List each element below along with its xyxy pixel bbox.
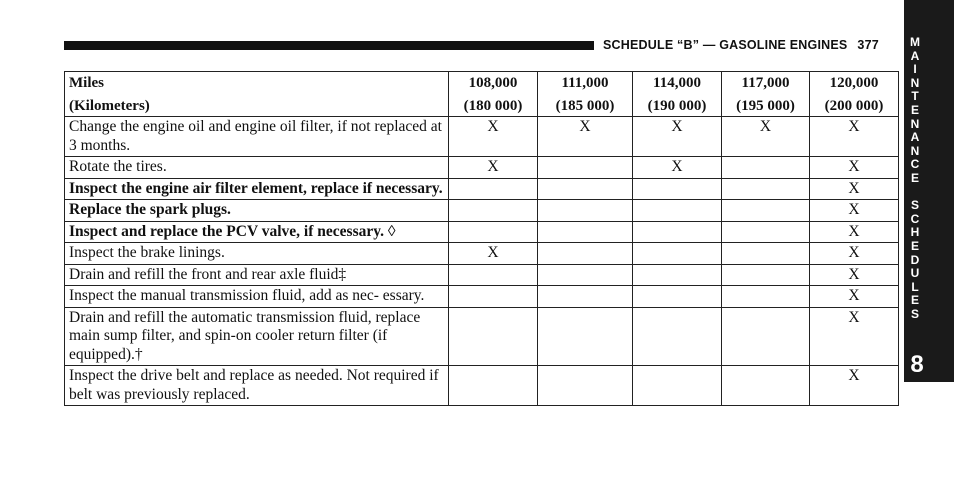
service-mark <box>722 366 810 406</box>
table-row <box>65 200 899 222</box>
table-row <box>65 366 899 406</box>
interval-km: (190 000) <box>647 97 707 114</box>
side-tab-letter: E <box>910 170 919 185</box>
running-header <box>603 38 879 52</box>
service-mark <box>449 221 538 243</box>
interval-miles: 117,000 <box>741 75 790 91</box>
table-row <box>65 221 899 243</box>
service-mark <box>722 307 810 366</box>
service-mark <box>538 178 633 200</box>
interval-miles: 108,000 <box>468 75 518 91</box>
table-row <box>65 243 899 265</box>
interval-header <box>538 72 633 117</box>
interval-header <box>449 72 538 117</box>
service-mark: X <box>449 157 538 179</box>
task-description: Inspect the drive belt and replace as needed. Not required if belt was previously replaced. <box>65 366 449 406</box>
task-description: Drain and refill the automatic transmission fluid, replace main sump filter, and spin-on cooler return filter (if equipped).† <box>65 307 449 366</box>
interval-header <box>722 72 810 117</box>
interval-miles: 114,000 <box>653 75 701 91</box>
interval-km: (195 000) <box>736 97 795 114</box>
side-tab-letter: A <box>910 130 920 145</box>
service-mark: X <box>449 243 538 265</box>
service-mark <box>633 366 722 406</box>
service-mark <box>449 200 538 222</box>
service-mark <box>633 243 722 265</box>
service-mark: X <box>633 117 722 157</box>
service-mark <box>722 286 810 308</box>
table-row <box>65 286 899 308</box>
service-mark <box>538 200 633 222</box>
service-mark <box>722 243 810 265</box>
service-mark: X <box>633 157 722 179</box>
interval-km: (180 000) <box>463 97 523 114</box>
side-tab-letter: U <box>910 266 920 281</box>
service-mark <box>633 178 722 200</box>
service-mark <box>449 178 538 200</box>
interval-km: (200 000) <box>824 97 884 114</box>
table-row <box>65 117 899 157</box>
interval-miles: 120,000 <box>829 75 879 91</box>
maintenance-schedule-table <box>64 71 899 406</box>
section-title: SCHEDULE “B” — GASOLINE ENGINES <box>603 38 848 52</box>
service-mark <box>722 157 810 179</box>
side-tab-letter: N <box>910 75 920 90</box>
service-mark <box>538 157 633 179</box>
service-mark: X <box>810 366 899 406</box>
side-tab-letter: A <box>910 48 920 63</box>
service-mark: X <box>810 221 899 243</box>
task-description: Inspect the engine air filter element, replace if necessary. <box>65 178 449 200</box>
service-mark <box>722 264 810 286</box>
service-mark <box>449 307 538 366</box>
task-description: Drain and refill the front and rear axle fluid‡ <box>65 264 449 286</box>
miles-kilometers-header <box>65 72 449 117</box>
side-tab-letter: L <box>911 279 919 294</box>
side-tab-letter: N <box>910 143 920 158</box>
service-mark: X <box>538 117 633 157</box>
service-mark: X <box>810 117 899 157</box>
chapter-number: 8 <box>910 351 924 378</box>
side-tab-letter: E <box>910 293 919 308</box>
interval-miles: 111,000 <box>561 75 609 91</box>
service-mark: X <box>449 117 538 157</box>
chapter-side-tab <box>904 0 954 382</box>
side-tab-letter: T <box>911 89 919 104</box>
service-mark <box>633 264 722 286</box>
service-mark: X <box>810 157 899 179</box>
service-mark <box>538 286 633 308</box>
service-mark <box>722 178 810 200</box>
side-tab-letter: C <box>910 157 920 172</box>
service-mark <box>538 221 633 243</box>
service-mark <box>449 264 538 286</box>
service-mark <box>722 221 810 243</box>
side-tab-letter: H <box>910 225 920 240</box>
table-row <box>65 264 899 286</box>
service-mark <box>633 200 722 222</box>
service-mark <box>633 286 722 308</box>
service-mark: X <box>810 200 899 222</box>
service-mark <box>633 221 722 243</box>
interval-header <box>810 72 899 117</box>
side-tab-letter: S <box>910 198 919 213</box>
table-header-row <box>65 72 899 117</box>
kilometers-label: (Kilometers) <box>69 97 150 114</box>
task-description: Replace the spark plugs. <box>65 200 449 222</box>
task-description: Inspect and replace the PCV valve, if necessary. ◊ <box>65 221 449 243</box>
side-tab-letter: M <box>910 35 920 49</box>
service-mark: X <box>810 286 899 308</box>
task-description: Inspect the brake linings. <box>65 243 449 265</box>
service-mark <box>633 307 722 366</box>
page-number: 377 <box>857 38 879 52</box>
miles-label: Miles <box>69 75 104 91</box>
side-tab-letter: N <box>910 116 920 131</box>
service-mark: X <box>810 243 899 265</box>
task-description: Rotate the tires. <box>65 157 449 179</box>
service-mark <box>722 200 810 222</box>
service-mark <box>538 243 633 265</box>
interval-header <box>633 72 722 117</box>
service-mark <box>449 366 538 406</box>
side-tab-letter: E <box>910 238 919 253</box>
service-mark <box>449 286 538 308</box>
task-description: Change the engine oil and engine oil filter, if not replaced at 3 months. <box>65 117 449 157</box>
service-mark: X <box>810 307 899 366</box>
side-tab-letter: I <box>913 62 917 77</box>
table-row <box>65 178 899 200</box>
header-rule <box>64 41 594 50</box>
service-mark <box>538 264 633 286</box>
task-description: Inspect the manual transmission fluid, add as nec- essary. <box>65 286 449 308</box>
side-tab-letter: C <box>910 211 920 226</box>
table-body <box>65 117 899 406</box>
service-mark: X <box>810 264 899 286</box>
side-tab-label <box>904 36 926 321</box>
interval-km: (185 000) <box>555 97 615 114</box>
service-mark: X <box>810 178 899 200</box>
table-row <box>65 307 899 366</box>
side-tab-letter: D <box>910 252 920 267</box>
side-tab-letter: E <box>910 102 919 117</box>
service-mark: X <box>722 117 810 157</box>
side-tab-letter: S <box>910 306 919 321</box>
service-mark <box>538 307 633 366</box>
table-row <box>65 157 899 179</box>
service-mark <box>538 366 633 406</box>
